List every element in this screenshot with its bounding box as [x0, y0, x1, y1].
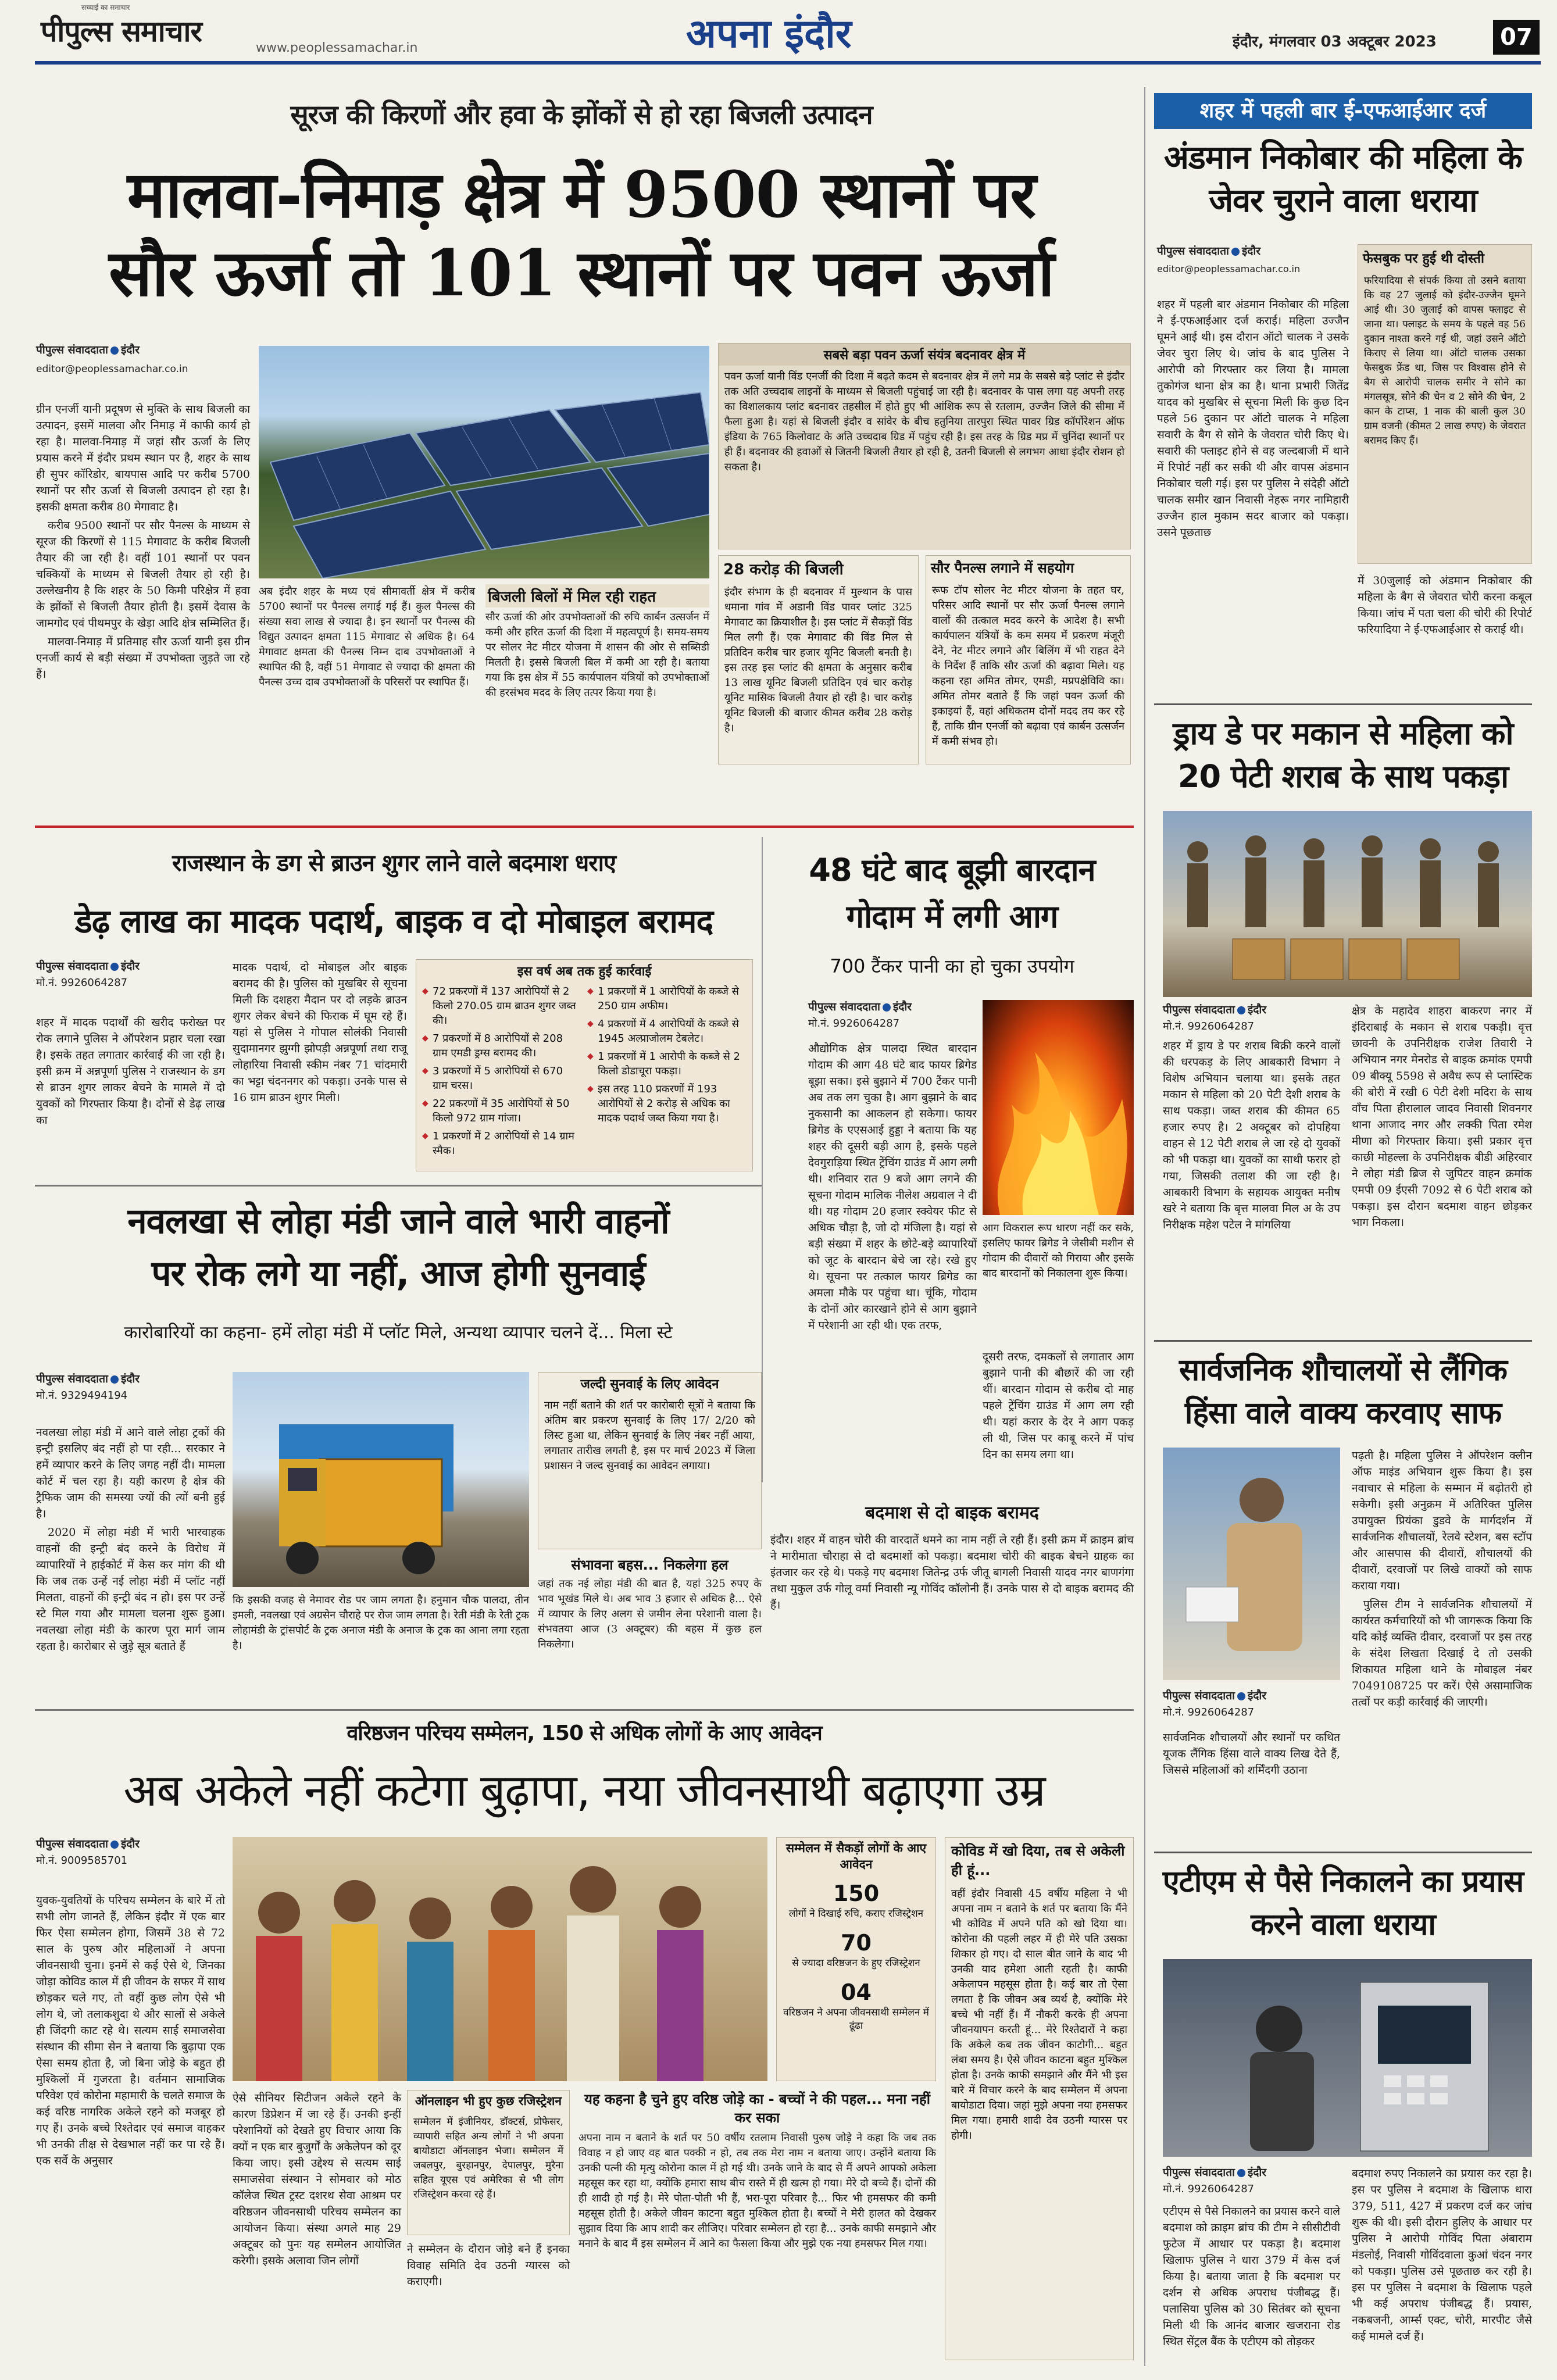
column-divider	[1154, 1340, 1532, 1342]
elder-event-photo	[233, 1837, 767, 2081]
bike-seizure-section	[770, 1500, 1134, 1613]
lead-body	[36, 401, 250, 685]
solar-panels-illustration	[259, 346, 709, 578]
section-title: अपना इंदौर	[686, 11, 852, 57]
list-item: ◆ 22 प्रकरणों में 35 आरोपियों से 50 किलो 972 ग्राम गांजा।	[422, 1096, 579, 1125]
relief-text: सौर ऊर्जा की ओर उपभोक्ताओं की रुचि कार्बन उत्सर्जन में कमी और हरित ऊर्जा की दिशा में महत्वपूर्ण है। समय-समय पर सोलर नेट मीटर योजना में शासन की ओर से सब्सिडी मिलती है। इससे बिजली बिल में कमी आ रही है। बताया गया कि इस क्षेत्र में 55 कार्यपालन यंत्रियों को उपभोक्ताओं की हरसंभव मदद के लिए तत्पर किया गया है।	[485, 611, 709, 699]
website[interactable]: www.peoplessamachar.in	[256, 41, 418, 55]
toilet-headline: सार्वजनिक शौचालयों से लैंगिक हिंसा वाले वाक्य करवाए साफ	[1179, 1353, 1507, 1431]
electricity-value-heading: 28 करोड़ की बिजली	[723, 561, 844, 578]
solar-panels-photo	[259, 346, 709, 578]
lead-para-3: मालवा-निमाड़ में प्रतिमाह सौर ऊर्जा यानी इस ग्रीन एनर्जी कार्य से बड़ी संख्या में उपभोक्ता जुड़ते जा रहे हैं।	[36, 635, 250, 681]
debate-section	[538, 1555, 762, 1652]
byline-name: पीपुल्स संवाददाता	[36, 1373, 108, 1385]
dryday-body-1: शहर में ड्राय डे पर शराब बिक्री करने वालों की धरपकड़ के लिए आबकारी विभाग ने विशेष अभियान चलाया था। इसके तहत मकान से महिला को 20 पेटी देशी शराब के साथ पकड़ा। जब्त शराब की कीमत 65 हजार रुपए है। 2 अक्टूबर को दोपहिया वाहन से 12 पेटी शराब ले जा रहे दो युवकों को भी पकड़ा था। युवकों का साथी फरार हो गया, जिसकी तलाश की जा रही है। आबकारी विभाग के सहायक आयुक्त मनीष खरे ने बताया कि बृत्त मालवा मिल अ के उप निरीक्षक महेश पटेल ने मांगलिया	[1163, 1039, 1340, 1231]
fire-body-2: दूसरी तरफ, दमकलों से लगातार आग बुझाने पानी की बौछारें की जा रही थीं। बारदान गोदाम से करीब दो माह पहले ट्रेंचिंग ग्राउंड में आग लग रही थी। यहां करार के देर ने आग पकड़ ली थी, जिस पर काबू करने में पांच दिन का समय लगा था।	[983, 1350, 1134, 1461]
byline-city: इंदौर	[892, 1000, 912, 1013]
stat-number: 150	[833, 1881, 880, 1906]
stat-item	[777, 1979, 935, 2032]
debate-heading: संभावना बहस... निकलेगा हल	[571, 1557, 728, 1573]
list-item: ◆ इस तरह 110 प्रकरणों में 193 आरोपियों से 2 करोड़ से अधिक का मादक पदार्थ जब्त किया गया है।	[587, 1082, 744, 1125]
electricity-value-box	[718, 555, 919, 764]
bike-seizure-text: इंदौर। शहर में वाहन चोरी की वारदातें थमने का नाम नहीं ले रही हैं। इसी क्रम में क्राइम ब्रांच ने मारीमाता चौराहा से दो बदमाशों को पकड़ा। बदमाश चोरी की बाइक बेचने ग्राहक का इंतजार कर रहे थे। पकड़े गए बदमाश जितेन्द्र उर्फ जीतू बागली निवासी यादव नगर बाणगंगा तथा मुकुल उर्फ गोलू वर्मा निवासी न्यू गोविंद कॉलोनी हैं। उनके पास से दो बाइक बरामद की हैं।	[770, 1534, 1134, 1611]
dot-icon	[1237, 1006, 1245, 1014]
byline-name: पीपुल्स संवाददाता	[808, 1000, 880, 1013]
toilet-byline	[1163, 1689, 1337, 1720]
byline-mobile: मो.नं. 9926064287	[1163, 1706, 1255, 1718]
efir-byline	[1157, 244, 1378, 276]
list-item: ◆ 1 प्रकरणों में 1 आरोपियों के कब्जे से 250 ग्राम अफीम।	[587, 984, 744, 1013]
byline-mobile: मो.नं. 9926064287	[36, 977, 128, 989]
dot-icon	[110, 1841, 119, 1849]
atm-body-1: एटीएम से पैसे निकालने का प्रयास करने वाले बदमाश को क्राइम ब्रांच की टीम ने सीसीटीवी फुटेज में आधार पर पकड़ा है। बदमाश खिलाफ पुलिस ने धारा 379 में केस दर्ज किया है। बताया जाता है कि बदमाश पर दर्शन से अधिक अपराध पंजीबद्ध हैं। पलासिया पुलिस को 30 सितंबर को सूचना मिली थी कि आनंद बाजार खजराना रोड स्थित सेंट्रल बैंक के एटीएम को तोड़कर	[1163, 2205, 1340, 2348]
column-rule	[1144, 87, 1145, 2366]
column-divider	[1154, 703, 1532, 705]
drug-action-heading: इस वर्ष अब तक हुई कार्रवाई	[517, 964, 652, 979]
section-rule	[35, 1185, 762, 1187]
covid-text: वहीं इंदौर निवासी 45 वर्षीय महिला ने भी अपना नाम न बताने के शर्त पर बताया कि मैंने भी कोविड में अपने पति को खो दिया था। कोरोना की पहली लहर में ही मेरे पति उसका शिकार हो गए। दो साल बीत जाने के बाद भी उनकी याद हमेशा आती रहती है। काफी अकेलापन महसूस होता है। कई बार तो ऐसा लगता है कि जीवन अब व्यर्थ है, क्योंकि मेरे बच्चे भी नहीं हैं। मैं नौकरी करके ही अपना जीवनयापन करती हूं... मेरे रिश्तेदारों ने कहा कि अकेले कब तक जीवन काटोगी... बहुत लंबा समय है। ऐसे जीवन काटना बहुत मुश्किल होता है। उनके काफी समझाने और मैंने भी इस बारे में विचार करने के बाद सम्मेलन में अपना बायोडाटा दिया। जहां मुझे अपना नया हमसफर मिल गया। हमारी शादी देव उठनी ग्यारस पर होगी।	[951, 1888, 1127, 2142]
dot-icon	[1237, 2169, 1245, 2177]
byline-name: पीपुल्स संवाददाता	[36, 1838, 108, 1850]
truck-illustration	[233, 1372, 529, 1587]
toilet-para-2: पुलिस टीम ने सार्वजनिक शौचालयों में कार्यरत कर्मचारियों को भी जागरूक किया कि यदि कोई व्यक्ति दीवार, दरवाजों पर इस तरह के संदेश लिखता दिखाई दे तो उसकी शिकायत महिला थाने के मोबाइल नंबर 7049108725 पर करें। ऐसे असामाजिक तत्वों पर कड़ी कार्रवाई की जाएगी।	[1352, 1598, 1532, 1709]
iron-para-2: 2020 में लोहा मंडी में भारी भारवाहक वाहनों की इन्ट्री बंद करने के विरोध में व्यापारियों ने हाईकोर्ट में केस कर मांग की थी कि जब तक उन्हें नई लोहा मंडी में प्लॉट नहीं मिलता, वाहनों की इन्ट्री बंद न हो। इस पर उन्हें स्टे मिल गया और मामला चलना शुरू हुआ। नवलखा लोहा मंडी के कारण पूरा मार्ग जाम रहता है। कारोबार से जुड़े सूत्र बताते हैं	[36, 1526, 225, 1653]
solar-support-heading: सौर पैनल्स लगाने में सहयोग	[931, 560, 1074, 576]
byline-city: इंदौर	[1247, 2166, 1267, 2179]
toilet-para-1: पढ़ती है। महिला पुलिस ने ऑपरेशन क्लीन ऑफ माइंड अभियान शुरू किया है। इस नवाचार से महिला के सम्मान में बढ़ोतरी हो सकेगी। इसी अनुक्रम में अतिरिक्त पुलिस उपायुक्त प्रियंका डुडवे के मार्गदर्शन में सार्वजनिक शौचालयों, रेलवे स्टेशन, बस स्टॉप और आसपास की दीवारों, शौचालयों की दीवारों, दरवाजों पर लिखे वाक्यों को साफ कराया गया।	[1352, 1449, 1532, 1592]
iron-deck: कारोबारियों का कहना- हमें लोहा मंडी में प्लॉट मिले, अन्यथा व्यापार चलने दें... मिला स्टे	[124, 1323, 673, 1343]
byline-city: इंदौर	[120, 1838, 140, 1850]
drugs-kicker: राजस्थान के डग से ब्राउन शुगर लाने वाले बदमाश धराए	[172, 850, 616, 877]
column-divider	[1154, 1852, 1532, 1853]
section-rule	[35, 1709, 1134, 1711]
column-rule	[762, 837, 763, 1482]
relief-heading: बिजली बिलों में मिल रही राहत	[485, 584, 709, 607]
section-rule	[35, 826, 1134, 828]
wind-plant-heading: सबसे बड़ा पवन ऊर्जा संयंत्र बदनावर क्षेत्र में	[719, 344, 1130, 366]
lead-headline-2: सौर ऊर्जा तो 101 स्थानों पर पवन ऊर्जा	[109, 235, 1054, 310]
byline-email[interactable]: editor@peoplessamachar.co.in	[1157, 263, 1301, 274]
elder-byline	[36, 1837, 210, 1868]
elder-body-2: ऐसे सीनियर सिटीजन अकेले रहने के कारण डिप्रेशन में जा रहे हैं। उनकी इन्हीं परेशानियों को देखते हुए विचार आया कि क्यों न एक बार बुजुर्गों के अकेलेपन को दूर किया जाए। इसी उद्देश्य से सत्यम साई समाजसेवा संस्थान ने सोमवार को मोठ कॉलेज स्थित ट्रस्ट दशरथ सेवा आश्रम पर वरिष्ठजन जीवनसाथी परिचय सम्मेलन का आयोजन किया। संस्था अगले माह 29 अक्टूबर को पुनः यह सम्मेलन आयोजित करेगी। इसके अलावा जिन लोगों	[233, 2092, 401, 2267]
atm-body-2: बदमाश रुपए निकालने का प्रयास कर रहा है। इस पर पुलिस ने बदमाश के खिलाफ धारा 379, 511, 427 में प्रकरण दर्ज कर जांच शुरू की थी। इसी दौरान हुलिए के आधार पर पुलिस ने आरोपी गोविंद पिता अंबाराम मंडलोई, निवासी गोविंदवाला कुआं चंदन नगर को पकड़ा। पुलिस उसे पूछताछ कर रही है। इस पर पुलिस ने बदमाश के खिलाफ पहले भी कई अपराध पंजीबद्ध हैं। प्रयास, नकबजनी, आर्म्स एक्ट, चोरी, मारपीट जैसे कई मामले दर्ज हैं।	[1352, 2167, 1532, 2343]
fire-caption: आग विकराल रूप धारण नहीं कर सके, इसलिए फायर ब्रिगेड ने जेसीबी मशीन से गोदाम की दीवारों को गिराया और इसके बाद बारदानों को निकालना शुरू किया।	[983, 1222, 1134, 1280]
debate-text: जहां तक नई लोहा मंडी की बात है, यहां 325 रुपए के भाव भूखंड मिले थे। अब भाव 3 हजार से अधिक है... ऐसे में व्यापार के लिए अलग से जमीन लेना परेशानी वाला है। संभवतया आज (3 अक्टूबर) की बहस में कुछ हल निकलेगा।	[538, 1578, 762, 1650]
covid-heading: कोविड में खो दिया, तब से अकेली ही हूं...	[951, 1843, 1125, 1878]
drug-action-box	[416, 959, 753, 1171]
couple-story-heading: यह कहना है चुने हुए वरिष्ठ जोड़े का - बच्चों ने की पहल... मना नहीं कर सका	[584, 2091, 930, 2126]
byline-mobile: मो.नं. 9009585701	[36, 1854, 128, 1867]
byline-name: पीपुल्स संवाददाता	[1157, 245, 1229, 258]
list-item: ◆ 1 प्रकरणों में 1 आरोपी के कब्जे से 2 किलो डोडाचूरा पकड़ा।	[587, 1049, 744, 1078]
atm-cctv-photo	[1163, 1959, 1532, 2157]
truck-caption: कि इसकी वजह से नेमावर रोड पर जाम लगता है। हनुमान चौक पालदा, तीन इमली, नवलखा एवं अग्रसेन चौराहे पर रोज जाम लगता है। रेती मंडी के रेती ट्रक लोहामंडी के ट्रांसपोर्ट के ट्रक अनाज मंडी के अनाज के ट्रक का आना लगा रहता है।	[233, 1594, 529, 1652]
dot-icon	[883, 1003, 891, 1012]
facebook-box	[1358, 244, 1532, 564]
stat-item	[777, 1930, 935, 1969]
fire-byline	[808, 1000, 983, 1031]
fire-subhead: 700 टैंकर पानी का हो चुका उपयोग	[830, 955, 1074, 977]
drugs-headline: डेढ़ लाख का मादक पदार्थ, बाइक व दो मोबाइल बरामद	[74, 903, 713, 941]
byline-email[interactable]: editor@peoplessamachar.co.in	[36, 363, 188, 375]
online-text: सम्मेलन में इंजीनियर, डॉक्टर्स, प्रोफेसर, व्यापारी सहित अन्य लोगों ने भी अपना बायोडाटा ऑनलाइन भेजा। सम्मेलन में जबलपुर, बुरहानपुर, देपालपुर, मुरैना सहित यूएस एवं अमेरिका से भी लोग रजिस्ट्रेशन करवा रहे हैं।	[413, 2116, 563, 2200]
byline-city: इंदौर	[1247, 1003, 1267, 1016]
stat-number: 70	[841, 1930, 872, 1956]
truck-photo	[233, 1372, 529, 1587]
byline-name: पीपुल्स संवाददाता	[36, 344, 108, 356]
iron-headline-2: पर रोक लगे या नहीं, आज होगी सुनवाई	[151, 1253, 645, 1294]
lead-kicker: सूरज की किरणों और हवा के झोंकों से हो रहा बिजली उत्पादन	[290, 99, 873, 130]
fire-headline-1: 48 घंटे बाद बूझी बारदान	[809, 852, 1095, 888]
audience-illustration	[233, 1837, 767, 2081]
flames-illustration	[983, 1000, 1134, 1215]
stat-label: लोगों ने दिखाई रुचि, कराए रजिस्ट्रेशन	[788, 1908, 924, 1920]
online-box	[407, 2090, 570, 2235]
facebook-heading: फेसबुक पर हुई थी दोस्ती	[1363, 251, 1484, 266]
dryday-body-2: क्षेत्र के महादेव शाहरा बाकरण नगर में इंदिराबाई के मकान से शराब पकड़ी। वृत्त छावनी के उपनिरीक्षक राजेश तिवारी ने अभियान नगर मेनरोड से बाइक क्रमांक एमपी 09 बीक्यू 5598 से अवैध रूप से प्लास्टिक की बोरी में रखी 6 पेटी देशी मदिरा के साथ वाँच पिता हीरालाल जादव निवासी शिवनगर थाना आजाद नगर और लक्की पिता रमेश मीणा को गिरफ्तार किया। इसी प्रकार वृत्त काछी मोहल्ला के उपनिरीक्षक बीडी अहिरवार ने लोहा मंडी ब्रिज से जुपिटर वाहन क्रमांक एमपी 09 ईएसी 7092 से 6 पेटी शराब को पकड़ा। इस दौरान बदमाश वाहन छोड़कर भाग निकला।	[1352, 1005, 1532, 1229]
byline-city: इंदौर	[1241, 245, 1261, 258]
drugs-body-1: शहर में मादक पदार्थों की खरीद फरोख्त पर रोक लगाने पुलिस ने ऑपरेशन प्रहार चला रखा है। इसके तहत लगातार कार्रवाई की जा रही है। इसी क्रम में अन्नपूर्णा पुलिस ने राजस्थान के डग से ब्राउन शुगर लाकर बेचने के मामले में दो युवकों को गिरफ्तार किया है। दोनों से डेढ़ लाख का	[36, 1016, 225, 1127]
byline-city: इंदौर	[120, 1373, 140, 1385]
dryday-byline	[1163, 1003, 1337, 1034]
logo-tagline: सच्चाई का समाचार	[81, 3, 130, 12]
page-number: 07	[1493, 20, 1540, 55]
stat-number: 04	[841, 1979, 872, 2005]
elder-body-1: युवक-युवतियों के परिचय सम्मेलन के बारे में तो सभी लोग जानते हैं, लेकिन इंदौर में एक बार फिर ऐसा सम्मेलन होगा, जिसमें 38 से 72 साल के पुरुष और महिलाओं ने अपना जीवनसाथी चुना। इनमें से कई ऐसे थे, जिनका जोड़ा कोविड काल में ही जीवन के सफर में साथ छोड़कर चले गए, तो वहीं कुछ लोग ऐसे भी लोग थे, जो तलाकशुदा थे और सालों से अकेले ही जिंदगी काट रहे थे। सत्यम साई समाजसेवा संस्थान की सीमा सेन ने बताया कि बुढ़ापा एक ऐसा समय होता है, जो बिना जोड़े के बहुत ही मुश्किलों में गुजरता है। वर्तमान सामाजिक परिवेश एवं कोरोना महामारी के चलते समाज के कई वरिष्ठ नागरिक अकेले रहने को मजबूर हो गए हैं। उनके बच्चे रिश्तेदार एवं समाज वाहकर भी उनकी तीक्ष से देखभाल नहीं कर पा रहे हैं। एक सर्वे के अनुसार	[36, 1894, 225, 2167]
dryday-headline: ड्राय डे पर मकान से महिला को 20 पेटी शराब के साथ पकड़ा	[1173, 715, 1513, 795]
iron-headline-1: नवलखा से लोहा मंडी जाने वाले भारी वाहनों	[127, 1201, 669, 1242]
byline-city: इंदौर	[120, 344, 140, 356]
wind-plant-box	[718, 343, 1131, 549]
bike-seizure-heading: बदमाश से दो बाइक बरामद	[865, 1503, 1039, 1523]
drug-action-list-right	[587, 984, 744, 1162]
logo-text: पीपुल्स समाचार	[41, 15, 202, 48]
byline-mobile: मो.नं. 9329494194	[36, 1389, 128, 1402]
dot-icon	[110, 346, 119, 355]
solar-caption: अब इंदौर शहर के मध्य एवं सीमावर्ती क्षेत्र में करीब 5700 स्थानों पर पैनल्स लगाई गई हैं। कुल पैनल्स की संख्या सवा लाख से ज्यादा है। इन स्थानों पर पैनल्स की विद्युत उत्पादन क्षमता 115 मेगावाट से अधिक है। 64 मेगावाट क्षमता की पैनल्स निम्न दाब उपभोक्ताओं ने स्थापित की है, वहीं 51 मेगावाट से ज्यादा की क्षमता की पैनल्स उच्च दाब उपभोक्ताओं के परिसरों पर स्थापित हैं।	[259, 585, 475, 688]
elder-kicker: वरिष्ठजन परिचय सम्मेलन, 150 से अधिक लोगों के आए आवेदन	[347, 1721, 822, 1745]
list-item: ◆ 4 प्रकरणों में 4 आरोपियों के कब्जे से 1945 अल्प्राजोलम टेबलेट।	[587, 1017, 744, 1046]
dot-icon	[1231, 248, 1240, 256]
stat-label: वरिष्ठजन ने अपना जीवनसाथी सम्मेलन में ढूंढा	[783, 2007, 929, 2032]
masthead	[0, 0, 1557, 64]
online-tail: ने सम्मेलन के दौरान जोड़े बने हैं इनका विवाह समिति देव उठनी ग्यारस को कराएगी।	[407, 2243, 570, 2288]
covid-box	[945, 1837, 1134, 2360]
drug-action-list-left	[422, 984, 579, 1162]
toilet-body-3: सार्वजनिक शौचालयों और स्थानों पर कथित यूजक लैंगिक हिंसा वाले वाक्य लिख देते हैं, जिससे महिलाओं को शर्मिंदगी उठाना	[1163, 1731, 1340, 1777]
lead-para-1: ग्रीन एनर्जी यानी प्रदूषण से मुक्ति के साथ बिजली का उत्पादन, इसमें मालवा और निमाड़ में काफी कार्य हो रहा है। मालवा-निमाड़ में जहां सौर ऊर्जा के लिए प्रयास करने में इंदौर प्रथम स्थान पर है, शहर के साथ ही सुपर कॉरिडोर, बायपास आदि पर करीब 5700 स्थानों पर सौर ऊर्जा से बिजली उत्पादन हो रहा है। इसकी क्षमता करीब 80 मेगावाट है।	[36, 403, 250, 513]
list-item: ◆ 7 प्रकरणों में 8 आरोपियों से 208 ग्राम एमडी ड्रग्स बरामद की।	[422, 1031, 579, 1060]
solar-support-box	[926, 555, 1131, 764]
byline-city: इंदौर	[120, 960, 140, 973]
atm-headline: एटीएम से पैसे निकालने का प्रयास करने वाला धराया	[1162, 1864, 1524, 1942]
byline-mobile: मो.नं. 9926064287	[1163, 2183, 1255, 2195]
byline-name: पीपुल्स संवाददाता	[1163, 1689, 1235, 1702]
online-heading: ऑनलाइन भी हुए कुछ रजिस्ट्रेशन	[415, 2094, 562, 2108]
drugs-byline	[36, 959, 222, 990]
elder-headline: अब अकेले नहीं कटेगा बुढ़ापा, नया जीवनसाथी बढ़ाएगा उम्र	[123, 1764, 1045, 1816]
efir-body: शहर में पहली बार अंडमान निकोबार की महिला ने ई-एफआईआर दर्ज कराई। महिला उज्जैन घूमने आई थी। इस दौरान ऑटो चालक ने उसके जेवर चुरा लिए थे। जांच के बाद पुलिस ने आरोपी को गिरफ्तार कर लिया है। मामला तुकोगंज थाना क्षेत्र का है। थाना प्रभारी जितेंद्र यादव को मुखबिर से सूचना मिली कि कुछ दिन पहले 56 दुकान पर ऑटो चालक ने महिला सवारी के बैग से सोने के जेवरात चोरी किए थे। सवारी की फ्लाइट होने से वह जल्दबाजी में थाने में रिपोर्ट नहीं कर सकी थी और वापस अंडमान निकोबार चली गई। इस पर पुलिस ने संदेही ऑटो चालक समीर खान निवासी नेहरू नगर नामिहारी उज्जैन हाल मुकाम सदर बाजार को पकड़ा। उसने पूछताछ	[1157, 298, 1349, 539]
couple-story-text: अपना नाम न बताने के शर्त पर 50 वर्षीय रतलाम निवासी पुरुष जोड़े ने कहा कि जब तक विवाह न हो जाए वह बात पक्की न हो, तब तक मेरा नाम न बताया जाए। उन्होंने बताया कि उनकी पत्नी की मृत्यु कोरोना काल में हो गई थी। उनके जाने के बाद से मैं अपने आपको अकेला महसूस कर रहा था, क्योंकि हमारा साथ बीच रास्ते में ही खत्म हो गया। मेरे दो बच्चे हैं। दोनों की ही शादी हो गई है। मेरे पोता-पोती भी हैं, भरा-पूरा परिवार है... फिर भी हमसफर की कमी महसूस होती है। अकेले जीवन काटना बहुत मुश्किल होता है। बच्चों ने मेरी हालत को देखकर सुझाव दिया कि आप शादी कर लीजिए। परिवार सम्मेलन हो रहा है... उनके काफी समझाने और मनाने के बाद मैं इस सम्मेलन में आने का फैसला किया और मुझे एक नया हमसफर मिल गया।	[578, 2132, 936, 2250]
relief-section	[485, 584, 709, 701]
stats-heading: सम्मेलन में सैकड़ों लोगों के आए आवेदन	[785, 1841, 927, 1871]
stat-item	[777, 1881, 935, 1920]
efir-body-2: में 30जुलाई को अंडमान निकोबार की महिला के बैग से जेवरात चोरी करना कबूल किया। जांच में पता चला की चोरी की रिपोर्ट फरियादिया ने ई-एफआईआर से कराई थी।	[1358, 574, 1532, 636]
iron-para-1: नवलखा लोहा मंडी में आने वाले लोहा ट्रकों की इन्ट्री इसलिए बंद नहीं हो पा रही... सरकार ने हमें व्यापार करने के लिए जगह नहीं दी। मामला कोर्ट में चल रहा है। यही कारण है क्षेत्र की ट्रैफिक जाम की समस्या ज्यों की त्यों बनी हुई है।	[36, 1426, 225, 1520]
lead-para-2: करीब 9500 स्थानों पर सौर पैनल्स के माध्यम से सूरज की किरणों से 115 मेगावाट के करीब बिजली तैयार की जा रही है। वहीं 101 स्थानों पर पवन चक्कियों के माध्यम से बिजली तैयार हो रही है। उल्लेखनीय है कि शहर के 50 किमी परिक्षेत्र में हवा के झोंकों से बिजली तैयार होती है। इसमें देवास के जामगोद एवं पीथमपुर के खेड़ा आदि क्षेत्र सम्मिलित हैं।	[36, 519, 250, 630]
toilet-body-1	[1352, 1448, 1532, 1713]
lead-byline	[36, 343, 269, 376]
couple-story	[578, 2090, 936, 2252]
iron-body	[36, 1424, 225, 1657]
officer-illustration	[1163, 1448, 1340, 1680]
list-item: ◆ 1 प्रकरणों में 2 आरोपियों से 14 ग्राम स्मैक।	[422, 1129, 579, 1158]
police-team-illustration	[1163, 811, 1532, 997]
masthead-rule	[35, 61, 1541, 65]
byline-name: पीपुल्स संवाददाता	[1163, 1003, 1235, 1016]
fire-headline-2: गोदाम में लगी आग	[846, 898, 1058, 935]
efir-banner: शहर में पहली बार ई-एफआईआर दर्ज	[1154, 93, 1532, 129]
dot-icon	[110, 1375, 119, 1384]
atm-illustration	[1163, 1959, 1532, 2157]
wind-plant-text: पवन ऊर्जा यानी विंड एनर्जी की दिशा में बढ़ते कदम से बदनावर क्षेत्र में लगे मप्र के सबसे बड़े प्लांट से इंदौर तक अति उच्चदाब लाइनों के माध्यम से बिजली पहुंचाई जा रही है। बदनावर के पास लगा यह अपनी तरह का विशालकाय प्लांट बदनावर तहसील में होते हुए भी आंशिक रूप से रतलाम, उज्जैन जिले की सीमा में फैला हुआ है। यहां से बिजली इंदौर व सांवेर के बीच हतुनिया तारपुरा स्थित पावर ग्रिड कॉर्पोरेशन ऑफ इंडिया के 765 किलोवाट के अति उच्चदाब ग्रिड में पहुंच रही है। इस तरह के ग्रिड मप्र में चुनिंदा स्थानों पर ही हैं। बदनावर की हवाओं से जितनी बिजली तैयार हो रही है, उतनी बिजली से लगभग आधा इंदौर रोशन हो सकता है।	[724, 370, 1124, 473]
drugs-body-2: मादक पदार्थ, दो मोबाइल और बाइक बरामद की है। पुलिस को मुखबिर से सूचना मिली कि दशहरा मैदान पर दो लड़के ब्राउन शुगर लेकर बेचने की फिराक में घूम रहे हैं। यहां से पुलिस ने गोपाल सोलंकी निवासी सुदामानगर झुग्गी झोपड़ी अन्नपूर्णा तथा राजू लोहारिया निवासी स्कीम नंबर 71 चांदमारी का भट्टा चंदननगर को पकड़ा। उनके पास से 16 ग्राम ब्राउन शुगर मिली।	[233, 961, 407, 1104]
hearing-heading: जल्दी सुनवाई के लिए आवेदन	[580, 1377, 719, 1392]
fire-body-1: औद्योगिक क्षेत्र पालदा स्थित बारदान गोदाम की आग 48 घंटे बाद फायर ब्रिगेड बूझा सका। इसे बुझाने में 700 टैंकर पानी अब तक लग चुका है। आग बुझाने के बाद नुकसानी का आकलन हो सकेगा। फायर ब्रिगेड के एएसआई हुड्डा ने बताया कि यह शहर की दूसरी बड़ी आग है, इसके पहले देवगुराड़िया स्थित ट्रेंचिंग ग्राउंड में आग लगी थी। शनिवार रात 9 बजे आग लगने की सूचना गोदाम मालिक नीलेश अग्रवाल ने दी थी। यह गोदाम 20 हजार स्क्वेयर फीट से अधिक चौड़ा है, जो दो मंजिला है। यहां से बड़ी संख्या में शहर के छोटे-बड़े व्यापारियों को जूट के बारदान बेचे जा रहे। रखे हुए थे। सूचना पर तत्काल फायर ब्रिगेड का अमला मौके पर पहुंचा था। चूंकि, गोदाम के दोनों ओर कारखाने होने से आग बुझाने में परेशानी आ रही थी। एक तरफ,	[808, 1042, 977, 1332]
efir-headline: अंडमान निकोबार की महिला के जेवर चुराने वाला धराया	[1163, 139, 1522, 220]
byline-city: इंदौर	[1247, 1689, 1267, 1702]
fire-photo	[983, 1000, 1134, 1215]
list-item: ◆ 72 प्रकरणों में 137 आरोपियों से 2 किलो 270.05 ग्राम ब्राउन शुगर जब्त की।	[422, 984, 579, 1028]
stat-label: से ज्यादा वरिष्ठजन के हुए रजिस्ट्रेशन	[792, 1957, 920, 1969]
liquor-seizure-photo	[1163, 811, 1532, 997]
dot-icon	[1237, 1692, 1245, 1700]
dot-icon	[110, 963, 119, 971]
hearing-text: नाम नहीं बताने की शर्त पर कारोबारी सूत्रों ने बताया कि अंतिम बार प्रकरण सुनवाई के लिए 17/ 2/20 को लिस्ट हुआ था, लेकिन सुनवाई के लिए नंबर नहीं आया, लगातार तारीख लगती है, इस पर मार्च 2023 में जिला प्रशासन ने जल्द सुनवाई का आवेदन लगाया।	[544, 1399, 755, 1472]
list-item: ◆ 3 प्रकरणों में 5 आरोपियों से 670 ग्राम चरस।	[422, 1064, 579, 1093]
hearing-box	[538, 1372, 762, 1549]
dateline: इंदौर, मंगलवार 03 अक्टूबर 2023	[1233, 33, 1437, 51]
iron-byline	[36, 1372, 210, 1403]
facebook-text: फरियादिया से संपर्क किया तो उसने बताया कि वह 27 जुलाई को इंदौर-उज्जैन घूमने आई थी। 30 जुलाई को वापस फ्लाइट से जाना था। फ्लाइट के समय के पहले वह 56 दुकान नाश्ता करने गई थी, जहां उसने ऑटो किराए से लिया था। ऑटो चालक उसका फेसबुक फ्रेंड था, जिस पर विश्वास होने से बैग से आरोपी चालक समीर ने सोने का मंगलसूत्र, सोने की चेन व 2 सोने की चेन, 2 कान के टाप्स, 1 नाक की बाली कुल 30 ग्राम वजनी (कीमत 2 लाख रुपए) के जेवरात बरामद किए हैं।	[1364, 275, 1526, 446]
solar-support-text: रूफ टॉप सोलर नेट मीटर योजना के तहत घर, परिसर आदि स्थानों पर सौर ऊर्जा पैनल्स लगाने वालों की तत्काल मदद करने के आदेश है। सभी कार्यपालन यंत्रियों के कम समय में प्रकरण मंजूरी देने, नेट मीटर लगाने और बिलिंग में भी राहत देने के निर्देश हैं ताकि सौर ऊर्जा की बढ़ावा मिले। यह कहना रहा अमित तोमर, एमडी, मप्रपक्षेविवि का। अमित तोमर बताते हैं कि जहां पवन ऊर्जा की इकाइयां हैं, वहां अधिकतम दोनों मदद तय कर रहे हैं, ताकि ग्रीन एनर्जी को बढ़ावा एवं कार्बन उत्सर्जन में कमी संभव हो।	[932, 584, 1124, 748]
atm-byline	[1163, 2165, 1337, 2196]
byline-name: पीपुल्स संवाददाता	[1163, 2166, 1235, 2179]
byline-mobile: मो.नं. 9926064287	[808, 1017, 900, 1030]
police-cleaning-photo	[1163, 1448, 1340, 1680]
byline-name: पीपुल्स संवाददाता	[36, 960, 108, 973]
byline-mobile: मो.नं. 9926064287	[1163, 1020, 1255, 1032]
lead-headline-1: मालवा-निमाड़ क्षेत्र में 9500 स्थानों पर	[127, 157, 1036, 232]
stats-box	[776, 1837, 936, 2081]
electricity-value-text: इंदौर संभाग के ही बदनावर में मुल्थान के पास धमाना गांव में अडानी विंड पावर प्लांट 325 मेगावाट का क्रियाशील है। इस प्लांट में सैकड़ों विंड मिल लगी हैं। एक मेगावाट की विंड मिल से प्रतिदिन करीब चार हजार यूनिट बिजली बनती है। इस तरह इस प्लांट की क्षमता के अनुसार करीब 13 लाख यूनिट बिजली प्रतिदिन एवं चार करोड़ यूनिट मासिक बिजली तैयार हो रही है। चार करोड़ यूनिट बिजली की बाजार कीमत करीब 28 करोड़ है।	[724, 586, 912, 734]
